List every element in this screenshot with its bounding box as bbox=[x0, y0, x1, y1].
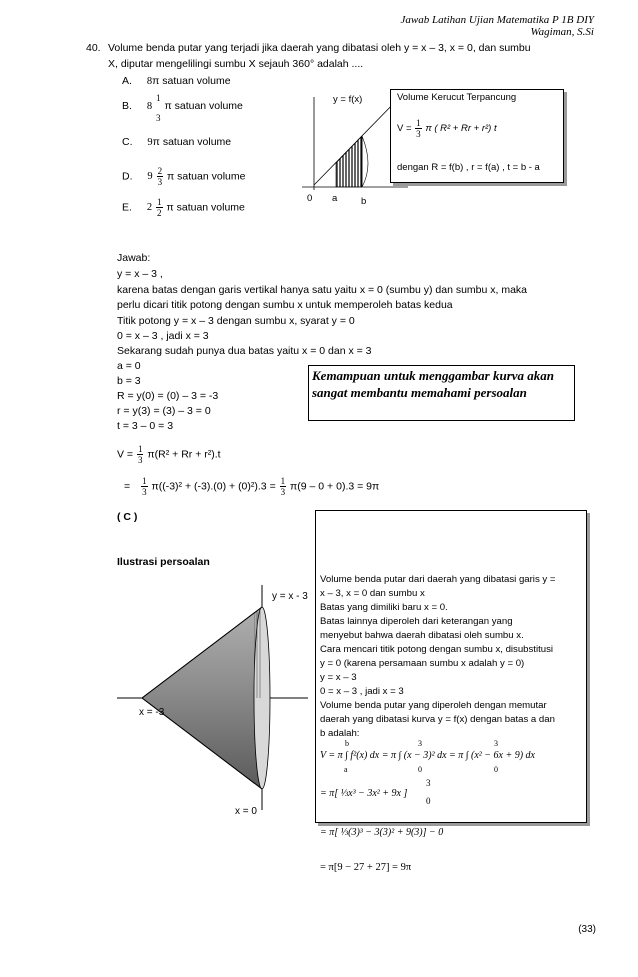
answer-line: t = 3 – 0 = 3 bbox=[117, 420, 174, 432]
int-lower-0b: 0 bbox=[494, 765, 498, 774]
explanation-line: y = x – 3 bbox=[320, 672, 357, 683]
explanation-line: 0 = x – 3 , jadi x = 3 bbox=[320, 686, 404, 697]
answer-line: y = x – 3 , bbox=[117, 268, 163, 280]
x-bottom-label: x = 0 bbox=[235, 806, 257, 817]
option-text: π satuan volume bbox=[164, 100, 243, 112]
frustum-formula-box bbox=[390, 89, 564, 183]
formula-num: 1 bbox=[416, 118, 421, 128]
option-e bbox=[122, 197, 245, 218]
answer-line: r = y(3) = (3) – 3 = 0 bbox=[117, 405, 211, 417]
option-b bbox=[122, 93, 243, 123]
integral-formula: V = π ∫ f²(x) dx = π ∫ (x − 3)² dx = π ∫ (x² − 6x + 9) dx bbox=[320, 750, 535, 761]
option-num: 1 bbox=[157, 197, 162, 207]
a-label: a bbox=[332, 193, 338, 204]
int-upper-3b: 3 bbox=[494, 739, 498, 748]
callout-text: Kemampuan untuk menggambar kurva akan sangat membantu memahami persoalan bbox=[312, 368, 554, 400]
explanation-line: Batas lainnya diperoleh dari keterangan yang bbox=[320, 616, 513, 627]
option-c bbox=[122, 136, 231, 148]
v-rest: π(R² + Rr + r²).t bbox=[147, 448, 221, 461]
option-den: 3 bbox=[157, 177, 163, 187]
option-letter: A. bbox=[122, 75, 132, 87]
x-left-label: x = -3 bbox=[139, 707, 165, 718]
question-line-2: X, diputar mengelilingi sumbu X sejauh 360° adalah .... bbox=[108, 58, 364, 70]
step-2: = π[ ⅓(3)³ − 3(3)² + 9(3)] − 0 bbox=[320, 827, 444, 838]
cone-illustration bbox=[112, 585, 312, 815]
explanation-line: menyebut bahwa daerah dibatasi oleh sumbu x. bbox=[320, 630, 524, 641]
page-number: (33) bbox=[578, 924, 596, 935]
option-letter: C. bbox=[122, 136, 133, 148]
answer-choice: ( C ) bbox=[117, 511, 138, 523]
explanation-line: b adalah: bbox=[320, 728, 360, 739]
explanation-line: Batas yang dimiliki baru x = 0. bbox=[320, 602, 448, 613]
option-text: π satuan volume bbox=[152, 136, 232, 148]
step-3: = π[9 − 27 + 27] = 9π bbox=[320, 862, 412, 873]
option-whole: 9 bbox=[147, 171, 153, 183]
option-letter: E. bbox=[122, 201, 132, 214]
v-den: 3 bbox=[137, 455, 143, 465]
v-num: 1 bbox=[137, 444, 143, 454]
option-text: π satuan volume bbox=[166, 201, 245, 214]
question-number: 40. bbox=[86, 42, 101, 54]
int-upper-3: 3 bbox=[418, 739, 422, 748]
formula-expression bbox=[397, 118, 497, 139]
option-letter: D. bbox=[122, 170, 133, 183]
question-line-1: Volume benda putar yang terjadi jika daerah yang dibatasi oleh y = x – 3, x = 0, dan sumbu bbox=[108, 42, 531, 54]
int-lower-a: a bbox=[344, 765, 348, 774]
explanation-line: x – 3, x = 0 dan sumbu x bbox=[320, 588, 425, 599]
origin-label: 0 bbox=[307, 193, 313, 204]
calc-end: π(9 – 0 + 0).3 = 9π bbox=[290, 480, 380, 493]
explanation-line: y = 0 (karena persamaan sumbu x adalah y = 0) bbox=[320, 658, 525, 669]
answer-line: Sekarang sudah punya dua batas yaitu x = 0 dan x = 3 bbox=[117, 345, 372, 357]
option-num: 2 bbox=[157, 166, 163, 176]
answer-line: Titik potong y = x – 3 dengan sumbu x, syarat y = 0 bbox=[117, 315, 355, 327]
explanation-line: Volume benda putar yang diperoleh dengan memutar bbox=[320, 700, 547, 711]
b-label: b bbox=[361, 196, 367, 207]
answer-heading: Jawab: bbox=[117, 252, 151, 264]
explanation-line: Cara mencari titik potong dengan sumbu x, disubstitusi bbox=[320, 644, 554, 655]
option-text: π satuan volume bbox=[152, 75, 231, 87]
answer-line: a = 0 bbox=[117, 360, 141, 372]
option-letter: B. bbox=[122, 100, 132, 112]
header-author: Wagiman, S.Si bbox=[530, 26, 594, 38]
option-a bbox=[122, 75, 231, 87]
option-d bbox=[122, 166, 245, 187]
answer-line: b = 3 bbox=[117, 375, 141, 387]
calc-mid: π((-3)² + (-3).(0) + (0)²).3 = bbox=[151, 480, 276, 493]
volume-formula bbox=[117, 444, 221, 465]
illustration-heading: Ilustrasi persoalan bbox=[117, 556, 210, 568]
calc-eq: = bbox=[124, 480, 131, 493]
option-den: 2 bbox=[157, 208, 162, 218]
callout-box bbox=[308, 365, 575, 421]
answer-line: 0 = x – 3 , jadi x = 3 bbox=[117, 330, 209, 342]
int-upper-b: b bbox=[345, 739, 349, 748]
formula-rest: π ( R² + Rr + r²) t bbox=[425, 123, 497, 135]
formula-box-title: Volume Kerucut Terpancung bbox=[397, 92, 517, 103]
header-title: Jawab Latihan Ujian Matematika P 1B DIY bbox=[400, 14, 594, 26]
answer-line: karena batas dengan garis vertikal hanya satu yaitu x = 0 (sumbu y) dan sumbu x, maka bbox=[117, 284, 528, 296]
formula-prefix: V = bbox=[397, 123, 412, 135]
option-den: 3 bbox=[156, 113, 161, 123]
answer-line: R = y(0) = (0) – 3 = -3 bbox=[117, 390, 219, 402]
option-whole: 2 bbox=[146, 202, 153, 214]
option-text: π satuan volume bbox=[167, 170, 246, 183]
formula-den: 3 bbox=[416, 129, 421, 139]
int-lower-0: 0 bbox=[418, 765, 422, 774]
explanation-line: Volume benda putar dari daerah yang dibatasi garis y = bbox=[320, 574, 556, 585]
v-prefix: V = bbox=[117, 448, 134, 461]
step-1: = π[ ⅓x³ − 3x² + 9x ] bbox=[320, 788, 408, 799]
option-whole: 8 bbox=[146, 76, 153, 87]
option-whole: 8 bbox=[146, 101, 153, 112]
option-num: 1 bbox=[156, 93, 161, 103]
curve-label: y = f(x) bbox=[333, 94, 363, 105]
option-whole: 9 bbox=[147, 137, 153, 148]
volume-calculation: = $\frac{1}{3}$ π((-3)² + (-3).(0) + (0)²).3 = $\frac{1}{3}$ π(9 – 0 + 0).3 = 9π bbox=[124, 476, 380, 497]
line-label: y = x - 3 bbox=[272, 591, 308, 602]
step1-lower: 0 bbox=[426, 796, 431, 806]
step1-upper: 3 bbox=[426, 778, 431, 788]
formula-note: dengan R = f(b) , r = f(a) , t = b - a bbox=[397, 162, 540, 173]
explanation-line: daerah yang dibatasi kurva y = f(x) dengan batas a dan bbox=[320, 714, 555, 725]
answer-line: perlu dicari titik potong dengan sumbu x untuk memperoleh batas kedua bbox=[117, 299, 453, 311]
